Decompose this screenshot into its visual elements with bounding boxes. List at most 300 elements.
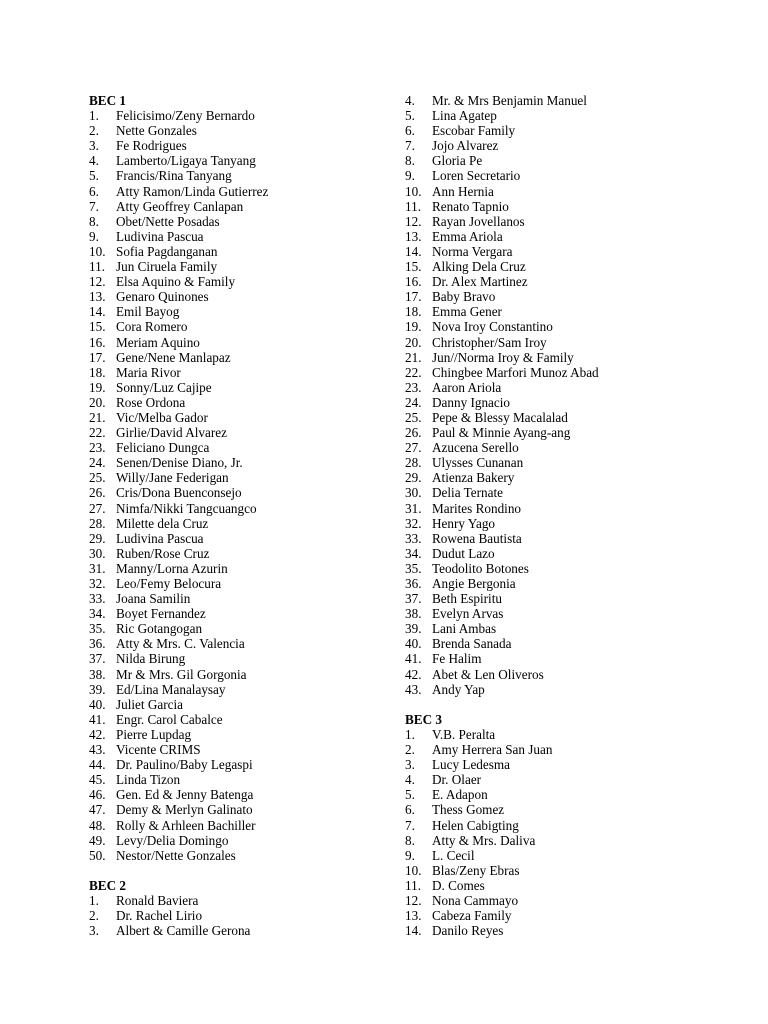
list-item-name: Linda Tizon xyxy=(116,772,181,788)
list-item-number: 14. xyxy=(405,923,422,939)
list-item-name: Nimfa/Nikki Tangcuangco xyxy=(116,500,257,516)
list-item-number: 10. xyxy=(405,183,422,199)
list-item xyxy=(405,651,735,666)
list-item-number: 41. xyxy=(405,651,422,667)
list-item xyxy=(89,697,379,712)
list-item xyxy=(89,123,379,138)
list-item xyxy=(405,410,735,425)
list-item-name: Dudut Lazo xyxy=(432,545,495,561)
list-item xyxy=(405,184,735,199)
list-item xyxy=(405,274,735,289)
list-item xyxy=(89,818,379,833)
list-item-name: Joana Samilin xyxy=(116,591,191,607)
list-item-name: Elsa Aquino & Family xyxy=(116,274,236,290)
list-item-name: Danilo Reyes xyxy=(432,923,504,939)
list-item-number: 40. xyxy=(405,636,422,652)
list-item xyxy=(89,274,379,289)
list-item-number: 2. xyxy=(405,742,415,758)
list-item-name: Atty & Mrs. C. Valencia xyxy=(116,636,245,652)
list-item xyxy=(89,546,379,561)
list-item-name: Lucy Ledesma xyxy=(432,757,510,773)
list-item-number: 14. xyxy=(89,304,106,320)
list-item-name: Aaron Ariola xyxy=(432,379,502,395)
list-item-name: Fe Rodrigues xyxy=(116,138,187,154)
list-item xyxy=(405,365,735,380)
list-item-number: 42. xyxy=(405,666,422,682)
list-item-number: 17. xyxy=(405,289,422,305)
list-item-name: Mr. & Mrs Benjamin Manuel xyxy=(432,93,587,108)
list-item xyxy=(89,470,379,485)
list-item-name: Sonny/Luz Cajipe xyxy=(116,379,212,395)
list-item xyxy=(89,485,379,500)
list-item-number: 11. xyxy=(405,877,421,893)
list-item-name: L. Cecil xyxy=(432,847,475,863)
list-item-name: Brenda Sanada xyxy=(432,636,512,652)
list-item-number: 3. xyxy=(89,138,99,154)
list-item xyxy=(89,244,379,259)
list-item-number: 31. xyxy=(405,500,422,516)
list-item-number: 34. xyxy=(405,545,422,561)
list-item-name: Evelyn Arvas xyxy=(432,606,504,622)
list-item-number: 7. xyxy=(405,138,415,154)
list-item-name: D. Comes xyxy=(432,877,485,893)
list-item-number: 11. xyxy=(405,198,421,214)
list-item-number: 29. xyxy=(89,530,106,546)
list-item-name: Francis/Rina Tanyang xyxy=(116,168,232,184)
list-item xyxy=(405,787,735,802)
list-item-name: Nestor/Nette Gonzales xyxy=(116,847,236,863)
list-item-number: 1. xyxy=(405,726,415,742)
list-item-number: 9. xyxy=(89,228,99,244)
list-item-name: Ed/Lina Manalaysay xyxy=(116,681,226,697)
list-item-number: 2. xyxy=(89,908,99,924)
list-item-number: 40. xyxy=(89,696,106,712)
list-item xyxy=(405,561,735,576)
list-item-name: Loren Secretario xyxy=(432,168,521,184)
list-item-name: E. Adapon xyxy=(432,787,488,803)
list-item-number: 30. xyxy=(405,485,422,501)
list-item xyxy=(89,923,379,938)
list-item-name: Lamberto/Ligaya Tanyang xyxy=(116,153,256,169)
list-item-name: Thess Gomez xyxy=(432,802,505,818)
list-item xyxy=(405,863,735,878)
list-item xyxy=(89,199,379,214)
list-item-name: Sofia Pagdanganan xyxy=(116,243,218,259)
list-item-name: Mr & Mrs. Gil Gorgonia xyxy=(116,666,247,682)
list-item-number: 19. xyxy=(89,379,106,395)
list-item xyxy=(89,108,379,123)
list-item-number: 7. xyxy=(405,817,415,833)
list-item-number: 18. xyxy=(89,364,106,380)
list-item-number: 41. xyxy=(89,711,106,727)
list-item-name: Rowena Bautista xyxy=(432,530,522,546)
list-item-name: Atty Geoffrey Canlapan xyxy=(116,198,244,214)
list-item-number: 30. xyxy=(89,545,106,561)
list-item xyxy=(405,319,735,334)
list-item-number: 8. xyxy=(405,153,415,169)
list-item xyxy=(405,440,735,455)
list-item-name: Vicente CRIMS xyxy=(116,742,201,758)
list-item xyxy=(89,682,379,697)
list-item-name: Henry Yago xyxy=(432,515,496,531)
list-item-name: Amy Herrera San Juan xyxy=(432,742,553,758)
list-item xyxy=(405,199,735,214)
list-item-name: Chingbee Marfori Munoz Abad xyxy=(432,364,599,380)
list-item-number: 20. xyxy=(89,394,106,410)
list-item-number: 43. xyxy=(405,681,422,697)
list-item-name: Ric Gotangogan xyxy=(116,621,203,637)
list-item xyxy=(89,651,379,666)
list-item-name: Emil Bayog xyxy=(116,304,180,320)
list-item-name: Gloria Pe xyxy=(432,153,483,169)
list-item-name: Felicisimo/Zeny Bernardo xyxy=(116,108,255,124)
list-item xyxy=(405,516,735,531)
section-heading: BEC 2 xyxy=(89,877,127,893)
list-item xyxy=(405,214,735,229)
list-item-name: Levy/Delia Domingo xyxy=(116,832,229,848)
list-item xyxy=(89,153,379,168)
list-item xyxy=(89,259,379,274)
list-item xyxy=(405,682,735,697)
list-item-number: 47. xyxy=(89,802,106,818)
list-item-number: 2. xyxy=(89,123,99,139)
list-item-number: 16. xyxy=(89,334,106,350)
right-column xyxy=(405,93,735,938)
list-item-name: Willy/Jane Federigan xyxy=(116,470,229,486)
list-item-name: Lani Ambas xyxy=(432,621,497,637)
list-item-name: Marites Rondino xyxy=(432,500,522,516)
list-item-number: 34. xyxy=(89,606,106,622)
list-item xyxy=(89,410,379,425)
section-heading: BEC 1 xyxy=(89,93,127,108)
list-item xyxy=(405,893,735,908)
list-item-number: 7. xyxy=(89,198,99,214)
list-item-number: 29. xyxy=(405,470,422,486)
list-item xyxy=(405,395,735,410)
list-item xyxy=(89,440,379,455)
list-item-name: Emma Gener xyxy=(432,304,502,320)
list-item-number: 4. xyxy=(405,93,415,108)
list-item-name: Norma Vergara xyxy=(432,243,513,259)
list-item-number: 24. xyxy=(405,394,422,410)
list-item xyxy=(405,802,735,817)
list-item-name: Nette Gonzales xyxy=(116,123,197,139)
list-item xyxy=(405,455,735,470)
list-item xyxy=(405,636,735,651)
list-item-name: Nona Cammayo xyxy=(432,892,519,908)
list-item xyxy=(405,289,735,304)
list-item xyxy=(405,546,735,561)
list-item-name: Abet & Len Oliveros xyxy=(432,666,544,682)
list-item-number: 28. xyxy=(89,515,106,531)
list-item-number: 11. xyxy=(89,259,105,275)
list-item-number: 4. xyxy=(89,153,99,169)
list-item-number: 23. xyxy=(89,440,106,456)
list-item-number: 9. xyxy=(405,168,415,184)
list-item-number: 45. xyxy=(89,772,106,788)
list-item-number: 20. xyxy=(405,334,422,350)
list-item xyxy=(405,123,735,138)
list-item-number: 32. xyxy=(89,576,106,591)
list-item xyxy=(89,561,379,576)
list-item-number: 12. xyxy=(405,213,422,229)
list-item xyxy=(89,893,379,908)
list-item xyxy=(89,319,379,334)
list-item-number: 19. xyxy=(405,319,422,335)
list-item-name: Helen Cabigting xyxy=(432,817,519,833)
list-item-number: 13. xyxy=(89,289,106,305)
list-item-name: Fe Halim xyxy=(432,651,482,667)
list-item-name: Ulysses Cunanan xyxy=(432,455,524,471)
list-item xyxy=(405,501,735,516)
list-item xyxy=(89,304,379,319)
list-item-number: 8. xyxy=(89,213,99,229)
list-item-name: Teodolito Botones xyxy=(432,560,529,576)
list-item-number: 15. xyxy=(405,259,422,275)
list-item xyxy=(405,168,735,183)
list-item-number: 13. xyxy=(405,908,422,924)
list-item xyxy=(89,833,379,848)
list-item-name: Girlie/David Alvarez xyxy=(116,425,227,441)
list-item-name: Christopher/Sam Iroy xyxy=(432,334,547,350)
list-item-name: Ronald Baviera xyxy=(116,892,199,908)
list-item-number: 42. xyxy=(89,726,106,742)
list-item xyxy=(89,350,379,365)
list-item xyxy=(89,606,379,621)
list-item-number: 12. xyxy=(89,274,106,290)
list-item-name: Gene/Nene Manlapaz xyxy=(116,349,231,365)
list-item xyxy=(405,818,735,833)
list-item-number: 48. xyxy=(89,817,106,833)
list-item-name: Pepe & Blessy Macalalad xyxy=(432,409,568,425)
list-item-name: Dr. Paulino/Baby Legaspi xyxy=(116,757,253,773)
list-item-name: Delia Ternate xyxy=(432,485,503,501)
list-item xyxy=(89,576,379,591)
list-item-number: 25. xyxy=(405,409,422,425)
list-item-name: Atienza Bakery xyxy=(432,470,515,486)
list-item-name: Blas/Zeny Ebras xyxy=(432,862,520,878)
list-item-name: Lina Agatep xyxy=(432,108,497,124)
list-item xyxy=(405,727,735,742)
list-item-name: Albert & Camille Gerona xyxy=(116,923,251,939)
list-item xyxy=(89,380,379,395)
list-item-number: 24. xyxy=(89,455,106,471)
list-item-name: Jun//Norma Iroy & Family xyxy=(432,349,574,365)
list-item-number: 10. xyxy=(405,862,422,878)
list-item-number: 18. xyxy=(405,304,422,320)
list-item-number: 15. xyxy=(89,319,106,335)
list-item-number: 37. xyxy=(405,591,422,607)
list-item xyxy=(405,153,735,168)
list-item-number: 33. xyxy=(89,591,106,607)
list-item-name: Genaro Quinones xyxy=(116,289,209,305)
list-item-name: Rose Ordona xyxy=(116,394,186,410)
list-item-name: Ruben/Rose Cruz xyxy=(116,545,210,561)
list-item-name: Maria Rivor xyxy=(116,364,181,380)
list-item-name: Senen/Denise Diano, Jr. xyxy=(116,455,243,471)
list-item xyxy=(405,531,735,546)
list-item xyxy=(405,667,735,682)
list-item-number: 13. xyxy=(405,228,422,244)
list-item-name: Juliet Garcia xyxy=(116,696,184,712)
list-item xyxy=(405,576,735,591)
list-item-name: Feliciano Dungca xyxy=(116,440,210,456)
list-item-number: 6. xyxy=(89,183,99,199)
list-item-number: 23. xyxy=(405,379,422,395)
list-item-name: Leo/Femy Belocura xyxy=(116,576,222,591)
list-item-name: Nova Iroy Constantino xyxy=(432,319,553,335)
list-item-name: Angie Bergonia xyxy=(432,576,516,591)
list-item-name: Rayan Jovellanos xyxy=(432,213,525,229)
list-item-number: 21. xyxy=(405,349,422,365)
list-item-number: 26. xyxy=(89,485,106,501)
list-item-number: 1. xyxy=(89,108,99,124)
list-item xyxy=(89,229,379,244)
list-item-name: Danny Ignacio xyxy=(432,394,510,410)
list-item-number: 1. xyxy=(89,892,99,908)
section-heading: BEC 3 xyxy=(405,711,443,727)
list-item-name: Azucena Serello xyxy=(432,440,519,456)
list-item xyxy=(405,923,735,938)
list-item-number: 37. xyxy=(89,651,106,667)
list-item-number: 6. xyxy=(405,123,415,139)
list-item-number: 44. xyxy=(89,757,106,773)
list-item-name: Engr. Carol Cabalce xyxy=(116,711,223,727)
list-item xyxy=(405,485,735,500)
list-item xyxy=(405,304,735,319)
list-item-number: 3. xyxy=(405,757,415,773)
list-item-number: 31. xyxy=(89,560,106,576)
list-item xyxy=(405,621,735,636)
list-item xyxy=(89,501,379,516)
list-item-name: Ludivina Pascua xyxy=(116,530,204,546)
list-item xyxy=(89,667,379,682)
list-item xyxy=(405,425,735,440)
list-item xyxy=(89,591,379,606)
list-item-name: Boyet Fernandez xyxy=(116,606,206,622)
list-item-name: Andy Yap xyxy=(432,681,485,697)
list-item-number: 21. xyxy=(89,409,106,425)
list-item-number: 9. xyxy=(405,847,415,863)
list-item xyxy=(89,168,379,183)
list-item-name: Demy & Merlyn Galinato xyxy=(116,802,253,818)
list-item-number: 50. xyxy=(89,847,106,863)
list-item-number: 46. xyxy=(89,787,106,803)
list-item-number: 43. xyxy=(89,742,106,758)
list-item-name: Jun Ciruela Family xyxy=(116,259,218,275)
list-item-number: 25. xyxy=(89,470,106,486)
list-item-number: 36. xyxy=(405,576,422,591)
list-item xyxy=(405,833,735,848)
list-item xyxy=(89,772,379,787)
list-item xyxy=(405,335,735,350)
list-item-number: 38. xyxy=(405,606,422,622)
list-item-number: 12. xyxy=(405,892,422,908)
list-item xyxy=(405,908,735,923)
list-item-name: Jojo Alvarez xyxy=(432,138,499,154)
list-item xyxy=(89,908,379,923)
list-item xyxy=(89,712,379,727)
list-item xyxy=(89,289,379,304)
list-item xyxy=(89,757,379,772)
list-item xyxy=(89,727,379,742)
list-item xyxy=(89,742,379,757)
list-item-number: 5. xyxy=(405,108,415,124)
list-item xyxy=(89,802,379,817)
list-item-name: Manny/Lorna Azurin xyxy=(116,560,228,576)
list-item-name: Dr. Olaer xyxy=(432,772,482,788)
list-item xyxy=(89,621,379,636)
list-item xyxy=(405,742,735,757)
list-item-name: Ann Hernia xyxy=(432,183,494,199)
list-item-name: Rolly & Arhleen Bachiller xyxy=(116,817,256,833)
list-item xyxy=(89,365,379,380)
list-item xyxy=(405,848,735,863)
list-item xyxy=(89,516,379,531)
list-item xyxy=(89,787,379,802)
list-item-number: 28. xyxy=(405,455,422,471)
list-item xyxy=(405,138,735,153)
list-item-number: 32. xyxy=(405,515,422,531)
list-item-number: 8. xyxy=(405,832,415,848)
list-item-number: 27. xyxy=(89,500,106,516)
list-item xyxy=(405,108,735,123)
list-item-name: Cris/Dona Buenconsejo xyxy=(116,485,242,501)
list-item-name: Meriam Aquino xyxy=(116,334,200,350)
list-item-number: 35. xyxy=(405,560,422,576)
list-item-number: 22. xyxy=(405,364,422,380)
list-item xyxy=(405,380,735,395)
list-item-number: 14. xyxy=(405,243,422,259)
list-item-number: 4. xyxy=(405,772,415,788)
list-item xyxy=(89,425,379,440)
list-item xyxy=(89,184,379,199)
list-item-name: Beth Espiritu xyxy=(432,591,502,607)
list-item-name: Escobar Family xyxy=(432,123,516,139)
list-item xyxy=(89,531,379,546)
list-item-number: 27. xyxy=(405,440,422,456)
list-item xyxy=(89,214,379,229)
list-item-number: 10. xyxy=(89,243,106,259)
list-item xyxy=(89,848,379,863)
list-item xyxy=(405,93,735,108)
list-item-name: Milette dela Cruz xyxy=(116,515,209,531)
list-item xyxy=(405,591,735,606)
list-item-name: Alking Dela Cruz xyxy=(432,259,526,275)
list-item-number: 26. xyxy=(405,425,422,441)
list-item-number: 36. xyxy=(89,636,106,652)
list-item-name: Emma Ariola xyxy=(432,228,503,244)
list-item-number: 5. xyxy=(89,168,99,184)
list-item xyxy=(405,606,735,621)
list-item xyxy=(89,636,379,651)
list-item-number: 5. xyxy=(405,787,415,803)
list-item-name: Dr. Rachel Lirio xyxy=(116,908,203,924)
list-item-number: 35. xyxy=(89,621,106,637)
list-item-name: Baby Bravo xyxy=(432,289,496,305)
list-item-number: 16. xyxy=(405,274,422,290)
list-item-number: 3. xyxy=(89,923,99,939)
list-item-name: Cora Romero xyxy=(116,319,188,335)
list-item-name: Pierre Lupdag xyxy=(116,726,192,742)
list-item xyxy=(89,395,379,410)
list-item-name: Renato Tapnio xyxy=(432,198,509,214)
list-item-number: 33. xyxy=(405,530,422,546)
list-item xyxy=(405,244,735,259)
list-item-name: Nilda Birung xyxy=(116,651,186,667)
list-item xyxy=(405,772,735,787)
list-item-name: Dr. Alex Martinez xyxy=(432,274,528,290)
